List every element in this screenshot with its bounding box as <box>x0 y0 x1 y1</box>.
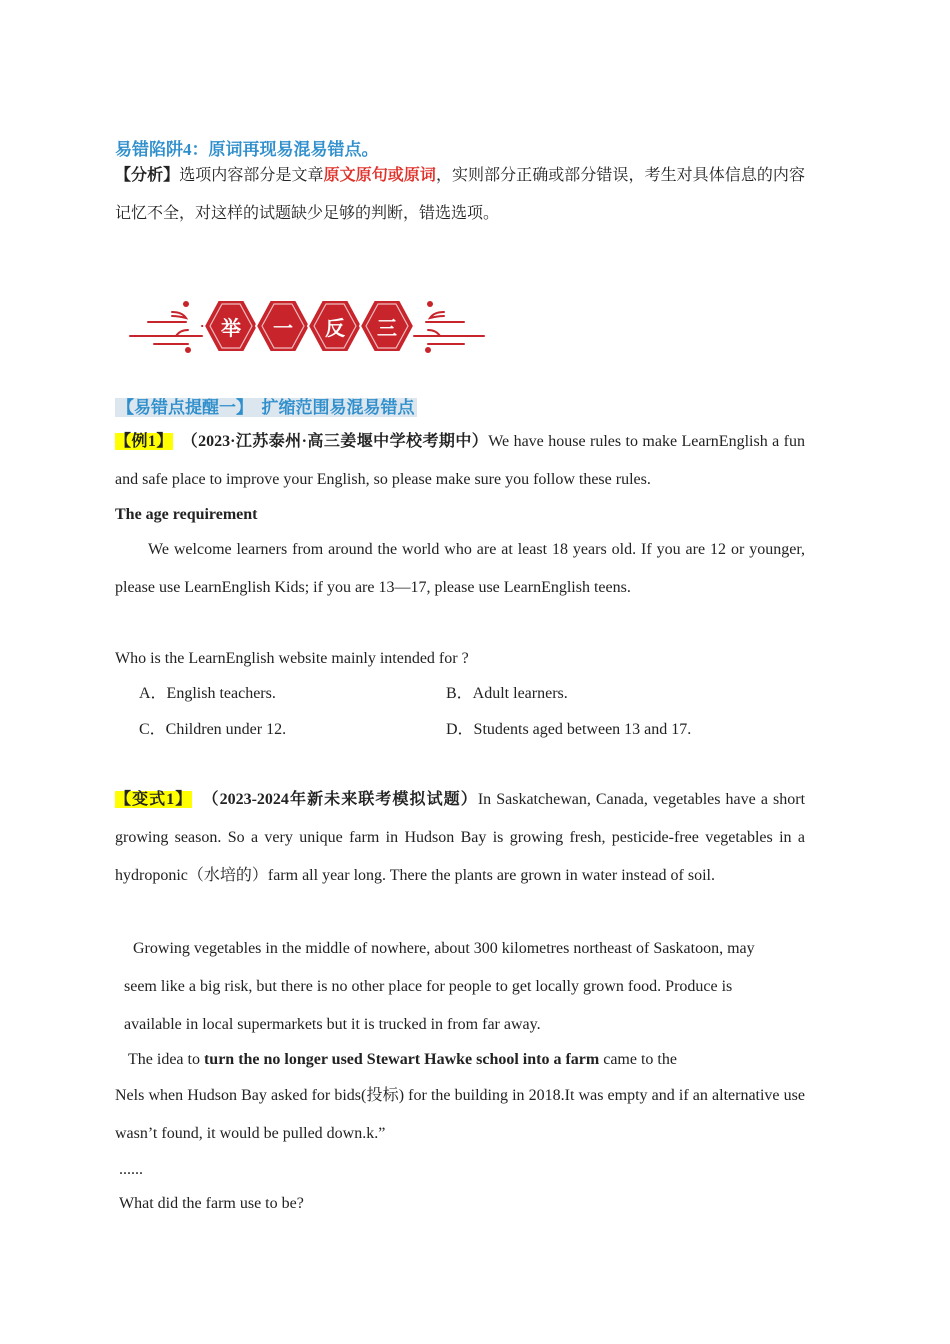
variant1-para1 <box>115 781 805 895</box>
example1-option-a[interactable]: A．English teachers. <box>139 685 276 702</box>
example1-intro <box>115 423 805 499</box>
banner-char-2: 一 <box>273 315 293 340</box>
variant1-para2-line3: available in local supermarkets but it is trucked in from far away. <box>124 1016 541 1033</box>
banner-char-3: 反 <box>325 315 345 340</box>
banner-char-1: 举 <box>221 315 241 340</box>
variant1-para3-bold: turn the no longer used Stewart Hawke school into a farm <box>203 1051 600 1068</box>
variant1-para3 <box>128 1048 677 1072</box>
banner-char-4: 三 <box>377 315 397 340</box>
analysis-label: 【分析】 <box>115 167 180 184</box>
variant1-para1-text: In Saskatchewan, Canada, vegetables have a short growing season. So a very unique farm in Hudson Bay is growing fresh, pesticide-free vegetables in a hydroponic（水培的）farm all year long. There the plants are grown in water instead of soil. <box>115 791 806 884</box>
analysis-paragraph <box>115 157 805 233</box>
variant1-para3-post: came to the <box>599 1051 677 1068</box>
section-title: 易错陷阱4：原词再现易混易错点。 <box>115 140 379 159</box>
example1-option-b[interactable]: B．Adult learners. <box>446 685 568 702</box>
variant1-tag: 【变式1】 <box>115 791 193 808</box>
reminder-label: 【易错点提醒一】 <box>117 398 253 417</box>
reminder-heading <box>115 396 417 420</box>
example1-heading: The age requirement <box>115 506 258 523</box>
example1-source: （2023·江苏泰州·高三姜堰中学校考期中） <box>181 433 489 450</box>
analysis-text-1: 选项内容部分是文章 <box>179 167 324 184</box>
variant1-ellipsis: ...... <box>119 1161 143 1178</box>
variant1-para4: Nels when Hudson Bay asked for bids(投标) for the building in 2018.It was empty and if an alternative use wasn’t found, it would be pulled down.k.” <box>115 1087 805 1142</box>
reminder-text: 扩缩范围易混易错点 <box>261 398 415 417</box>
example1-intro-text: We have house rules to make LearnEnglish a fun and safe place to improve your English, so please make sure you follow these rules. <box>115 433 805 488</box>
analysis-text-2: ，实则部分正确或部分错误，考生对具体信息的内容记忆不全，对这样的试题缺少足够的判断，错选选项。 <box>115 167 805 222</box>
variant1-question: What did the farm use to be? <box>119 1195 304 1212</box>
example1-body: We welcome learners from around the world who are at least 18 years old. If you are 12 or younger, please use LearnEnglish Kids; if you are 13—17, please use LearnEnglish teens. <box>115 541 805 596</box>
example1-option-c[interactable]: C．Children under 12. <box>139 721 287 738</box>
banner-juyifansan <box>128 296 488 358</box>
variant1-para3-pre: The idea to <box>128 1051 204 1068</box>
example1-question: Who is the LearnEnglish website mainly intended for ? <box>115 650 469 667</box>
example1-option-d[interactable]: D．Students aged between 13 and 17. <box>446 721 692 738</box>
variant1-para2-line1: Growing vegetables in the middle of nowhere, about 300 kilometres northeast of Saskatoon, may <box>133 940 755 957</box>
variant1-source: （2023-2024年新未来联考模拟试题） <box>202 791 478 808</box>
variant1-para2-line2: seem like a big risk, but there is no other place for people to get locally grown food. Produce is <box>124 978 733 995</box>
analysis-highlight: 原文原句或原词 <box>323 167 436 184</box>
example1-tag: 【例1】 <box>115 433 173 450</box>
